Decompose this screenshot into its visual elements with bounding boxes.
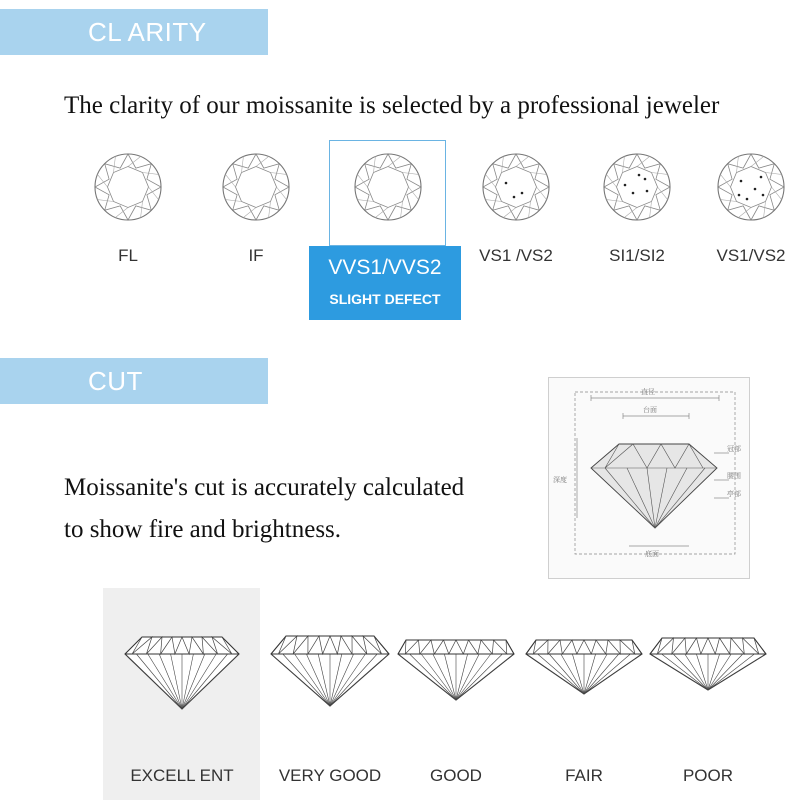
clarity-stone-3 (476, 147, 556, 232)
cut-stone-0 (117, 624, 247, 729)
clarity-title: CL ARITY (88, 17, 207, 47)
diagram-label-girdle: 腰围 (727, 472, 741, 480)
cut-grade-label-4: POOR (682, 766, 734, 785)
clarity-stone-0 (88, 147, 168, 232)
cut-description-line1: Moissanite's cut is accurately calculated (64, 474, 465, 501)
clarity-stone-4 (597, 147, 677, 232)
clarity-grade-label-3: VS1 /VS2 (479, 246, 553, 265)
diagram-label-table: 台面 (643, 406, 657, 414)
selected-grade-note: SLIGHT DEFECT (329, 291, 441, 307)
cut-grade-label-0: EXCELL ENT (130, 766, 234, 785)
cut-stone-2 (391, 624, 521, 729)
diagram-label-depth: 深度 (553, 476, 567, 484)
clarity-grade-label-5: VS1/VS2 (716, 246, 786, 265)
cut-banner (0, 358, 268, 404)
cut-description-line2: to show fire and brightness. (64, 516, 342, 543)
selected-grade-tag (309, 246, 461, 320)
proportion-diagram-drawing (549, 378, 749, 578)
diagram-label-culet: 底面 (645, 550, 659, 558)
diagram-label-crown: 冠部 (727, 445, 741, 453)
clarity-grade-label-0: FL (118, 246, 138, 265)
clarity-description: The clarity of our moissanite is selected by a professional jeweler (64, 92, 720, 119)
diagram-label-diameter: 直径 (641, 388, 655, 396)
cut-grade-label-3: FAIR (565, 766, 603, 785)
diagram-label-pavilion: 亭部 (727, 490, 741, 498)
cut-grade-label-1: VERY GOOD (278, 766, 382, 785)
diamond-proportion-diagram (548, 377, 750, 579)
clarity-grade-label-4: SI1/SI2 (609, 246, 665, 265)
cut-title: CUT (88, 366, 143, 396)
clarity-banner (0, 9, 268, 55)
clarity-stone-5 (711, 147, 791, 232)
cut-stone-1 (265, 624, 395, 729)
cut-stone-3 (519, 624, 649, 729)
cut-stone-4 (643, 624, 773, 729)
clarity-stone-1 (216, 147, 296, 232)
cut-grade-label-2: GOOD (430, 766, 482, 785)
clarity-grade-label-1: IF (248, 246, 264, 265)
clarity-stone-2 (348, 147, 428, 232)
selected-grade-label: VVS1/VVS2 (328, 256, 442, 279)
